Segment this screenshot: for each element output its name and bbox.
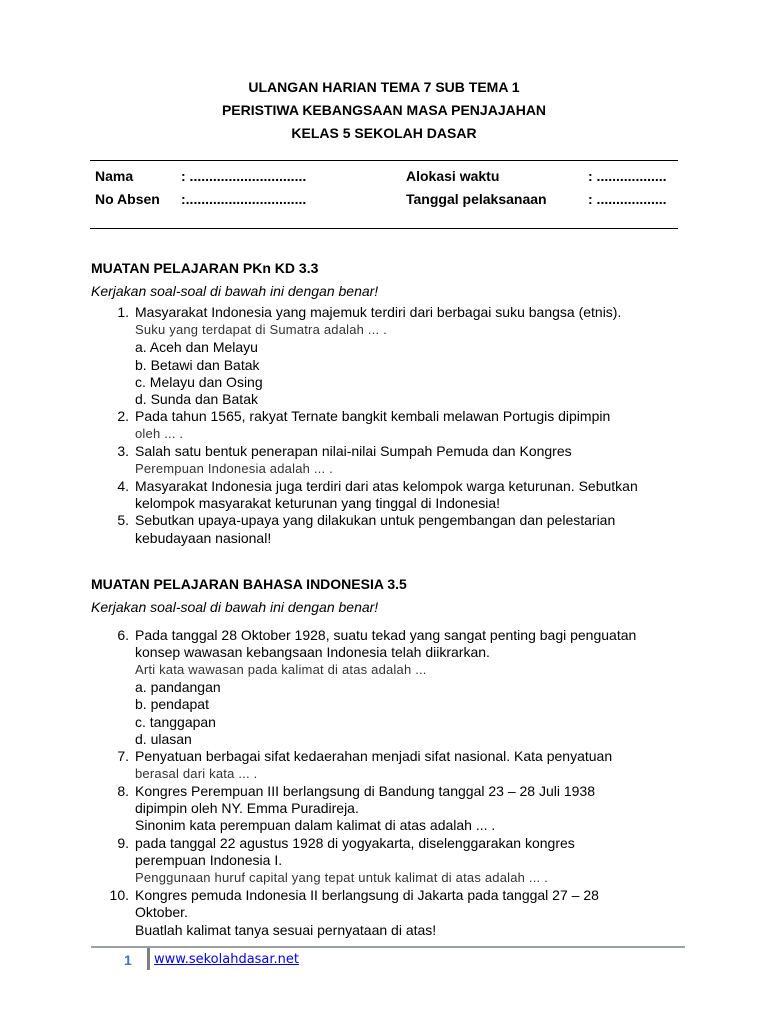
noabsen-field: :............................... xyxy=(181,191,307,207)
question-text: oleh ... . xyxy=(135,426,184,441)
section1-instruction: Kerjakan soal-soal di bawah ini dengan benar! xyxy=(91,283,379,299)
question-text: dipimpin oleh NY. Emma Puradireja. xyxy=(135,800,359,816)
question-text: Suku yang terdapat di Sumatra adalah ... . xyxy=(135,322,387,337)
nama-label: Nama xyxy=(95,168,134,184)
question-number: 4. xyxy=(117,478,129,494)
title-line-1: ULANGAN HARIAN TEMA 7 SUB TEMA 1 xyxy=(248,79,520,95)
option-d: d. ulasan xyxy=(135,731,192,747)
footer-divider xyxy=(91,946,685,948)
question-text: Sinonim kata perempuan dalam kalimat di atas adalah ... . xyxy=(135,817,496,833)
question-text: Pada tahun 1565, rakyat Ternate bangkit kembali melawan Portugis dipimpin xyxy=(135,408,611,424)
question-text: Penggunaan huruf capital yang tepat untuk kalimat di atas adalah ... . xyxy=(135,870,548,885)
option-a: a. pandangan xyxy=(135,679,221,695)
question-text: Kongres pemuda Indonesia II berlangsung di Jakarta pada tanggal 27 – 28 xyxy=(135,887,599,903)
title-line-2: PERISTIWA KEBANGSAAN MASA PENJAJAHAN xyxy=(221,102,547,118)
top-divider xyxy=(90,160,678,161)
nama-field: : .............................. xyxy=(181,168,307,184)
section2-title: MUATAN PELAJARAN BAHASA INDONESIA 3.5 xyxy=(91,576,407,592)
title-line-3: KELAS 5 SEKOLAH DASAR xyxy=(291,125,477,141)
question-text: Kongres Perempuan III berlangsung di Bandung tanggal 23 – 28 Juli 1938 xyxy=(135,783,596,799)
question-text: Sebutkan upaya-upaya yang dilakukan untuk pengembangan dan pelestarian xyxy=(135,512,616,528)
question-number: 9. xyxy=(117,835,129,851)
question-text: Salah satu bentuk penerapan nilai-nilai Sumpah Pemuda dan Kongres xyxy=(135,443,572,459)
tanggal-field: : .................. xyxy=(588,191,667,207)
question-text: konsep wawasan kebangsaan Indonesia telah diikrarkan. xyxy=(135,644,490,660)
question-text: kelompok masyarakat keturunan yang tinggal di Indonesia! xyxy=(135,495,500,511)
alokasi-field: : .................. xyxy=(588,168,667,184)
question-text: berasal dari kata ... . xyxy=(135,766,258,781)
question-text: Penyatuan berbagai sifat kedaerahan menjadi sifat nasional. Kata penyatuan xyxy=(135,748,613,764)
section1-title: MUATAN PELAJARAN PKn KD 3.3 xyxy=(91,260,319,276)
option-a: a. Aceh dan Melayu xyxy=(135,339,258,355)
question-number: 8. xyxy=(117,783,129,799)
page-number: 1 xyxy=(124,952,132,968)
question-number: 5. xyxy=(117,512,129,528)
question-text: Masyarakat Indonesia yang majemuk terdiri dari berbagai suku bangsa (etnis). xyxy=(135,304,622,320)
alokasi-label: Alokasi waktu xyxy=(406,168,500,184)
noabsen-label: No Absen xyxy=(95,191,160,207)
question-text: Masyarakat Indonesia juga terdiri dari atas kelompok warga keturunan. Sebutkan xyxy=(135,478,638,494)
option-c: c. Melayu dan Osing xyxy=(135,374,263,390)
question-text: Oktober. xyxy=(135,904,188,920)
section2-instruction: Kerjakan soal-soal di bawah ini dengan benar! xyxy=(91,599,379,615)
bottom-divider xyxy=(90,228,678,229)
option-b: b. pendapat xyxy=(135,696,209,712)
option-b: b. Betawi dan Batak xyxy=(135,357,260,373)
question-text: Arti kata wawasan pada kalimat di atas adalah ... xyxy=(135,662,427,677)
question-number: 2. xyxy=(117,408,129,424)
website-link[interactable]: www.sekolahdasar.net xyxy=(154,952,300,967)
question-text: Pada tanggal 28 Oktober 1928, suatu tekad yang sangat penting bagi penguatan xyxy=(135,627,637,643)
question-number: 7. xyxy=(117,748,129,764)
question-text: Perempuan Indonesia adalah ... . xyxy=(135,461,333,476)
option-d: d. Sunda dan Batak xyxy=(135,391,258,407)
question-text: pada tanggal 22 agustus 1928 di yogyakarta, diselenggarakan kongres xyxy=(135,835,575,851)
question-number: 1. xyxy=(117,304,129,320)
question-number: 10. xyxy=(109,887,129,903)
option-c: c. tanggapan xyxy=(135,714,216,730)
question-text: kebudayaan nasional! xyxy=(135,530,272,546)
question-text: Buatlah kalimat tanya sesuai pernyataan di atas! xyxy=(135,922,437,938)
question-number: 3. xyxy=(117,443,129,459)
footer-separator xyxy=(147,948,150,970)
question-number: 6. xyxy=(117,627,129,643)
question-text: perempuan Indonesia I. xyxy=(135,852,283,868)
tanggal-label: Tanggal pelaksanaan xyxy=(406,191,547,207)
